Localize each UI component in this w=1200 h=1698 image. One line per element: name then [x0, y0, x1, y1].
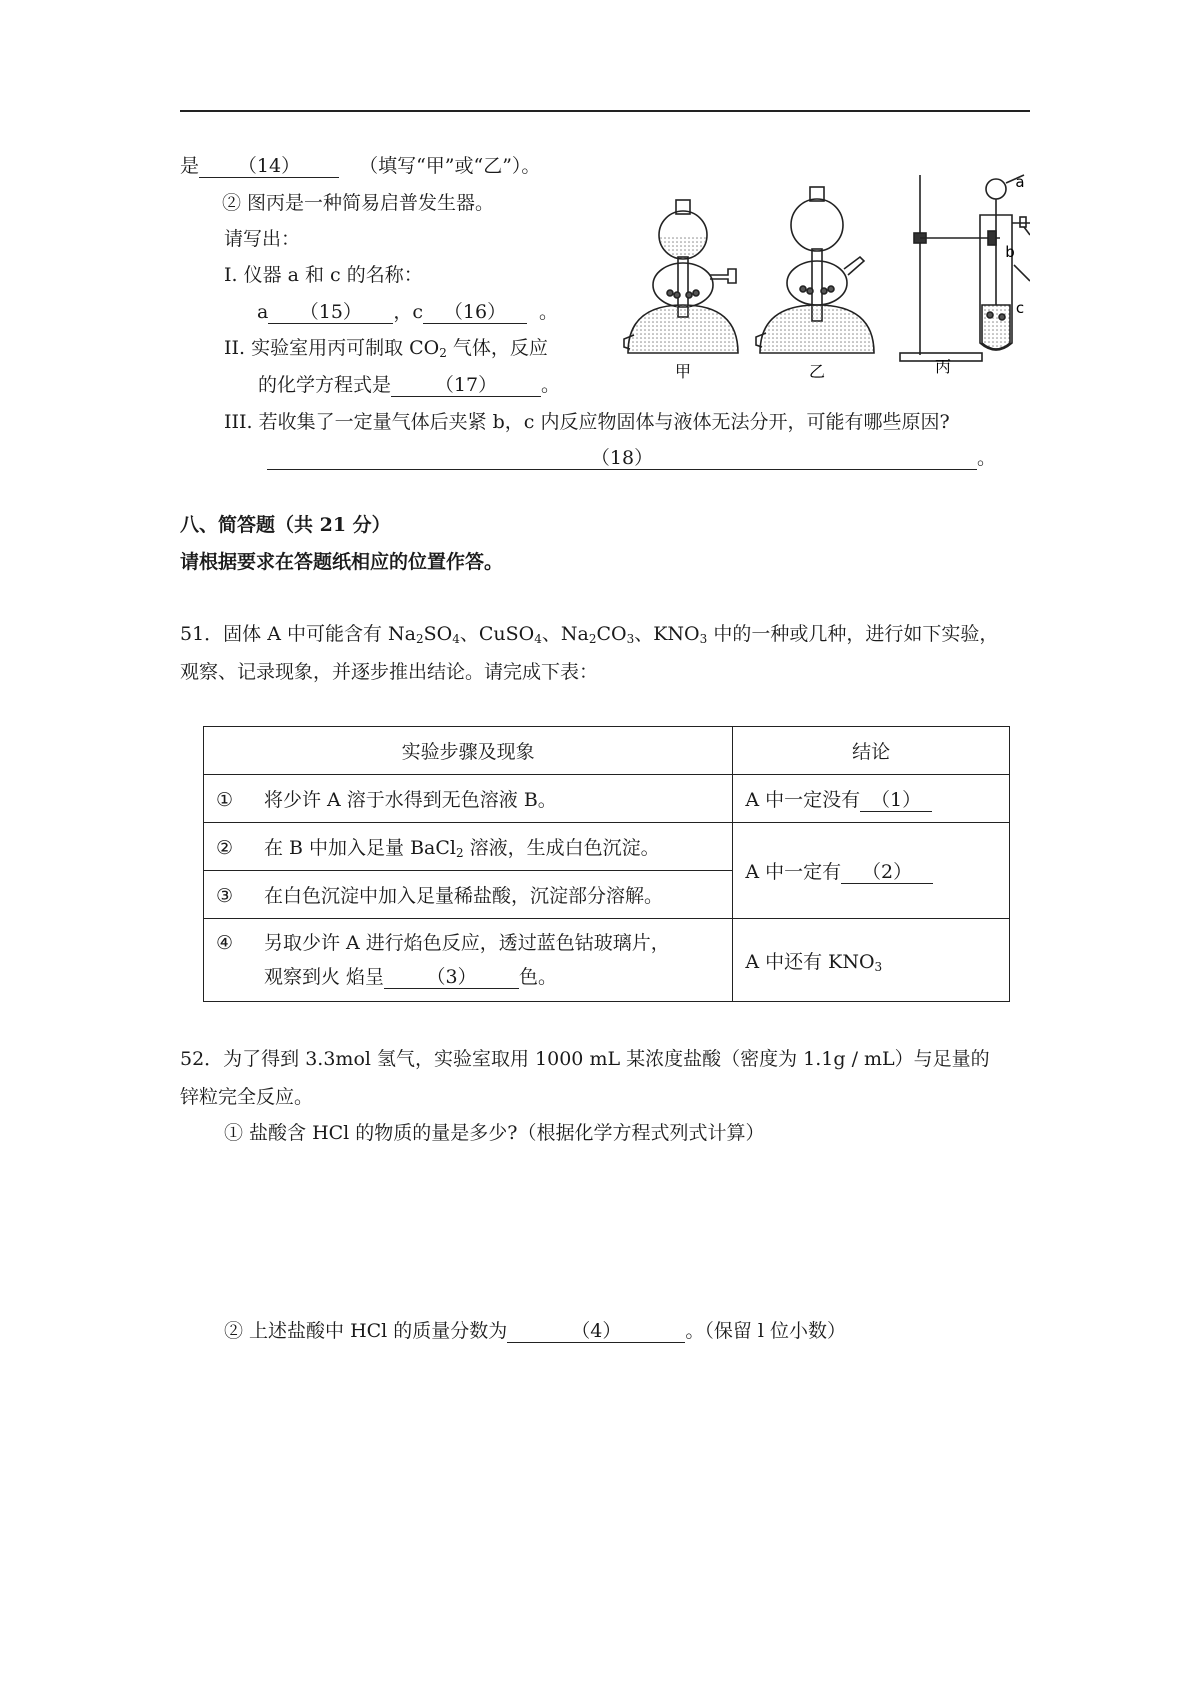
figure-label-yi: 乙: [808, 362, 826, 381]
q50-part-iii: III. 若收集了一定量气体后夹紧 b，c 内反应物固体与液体无法分开，可能有哪些原因?: [224, 411, 950, 433]
answer-blank-14[interactable]: （14）: [199, 155, 339, 178]
figure-label-b: b: [1005, 243, 1015, 261]
step-3-cell: ③ 在白色沉淀中加入足量稀盐酸，沉淀部分溶解。: [204, 871, 733, 919]
q51-line2: 观察、记录现象，并逐步推出结论。请完成下表：: [180, 661, 599, 683]
table-row: [204, 775, 1010, 823]
apparatus-bing: [900, 175, 1030, 361]
table-row: [204, 823, 1010, 871]
step-4-cell: ④ 另取少许 A 进行焰色反应，透过蓝色钴玻璃片， 观察到火 焰呈 （3） 色。: [204, 919, 733, 1002]
figure-label-bing: 丙: [934, 357, 952, 376]
answer-blank-18[interactable]: （18）: [267, 447, 977, 470]
section-8-title: 八、简答题（共 21 分）: [180, 514, 391, 536]
answer-blank-16[interactable]: （16）: [423, 301, 527, 324]
figure-label-a: a: [1015, 173, 1025, 191]
q50-please-write: 请写出：: [224, 228, 301, 250]
answer-blank-2[interactable]: （2）: [841, 861, 933, 884]
section-8-instruction: 请根据要求在答题纸相应的位置作答。: [180, 551, 504, 573]
header-steps: 实验步骤及现象: [204, 727, 733, 775]
q50-part-ii-line2: 的化学方程式是 （17） 。: [258, 374, 561, 396]
q52-line1: 52．为了得到 3.3mol 氢气，实验室取用 1000 mL 某浓度盐酸（密度为 1.1g / mL）与足量的: [180, 1048, 990, 1070]
apparatus-jia: [624, 200, 738, 353]
answer-blank-4[interactable]: （4）: [507, 1320, 685, 1343]
table-header-row: [204, 727, 1010, 775]
header-rule: [180, 110, 1030, 112]
answer-blank-3[interactable]: （3）: [384, 966, 519, 989]
q50-item2: ② 图丙是一种简易启普发生器。: [222, 192, 495, 214]
q52-item2: ② 上述盐酸中 HCl 的质量分数为 （4） 。（保留 l 位小数）: [224, 1320, 846, 1342]
figure-label-c: c: [1015, 299, 1025, 317]
answer-blank-15[interactable]: （15）: [268, 301, 393, 324]
kipp-apparatus-figure: [620, 165, 1030, 385]
answer-blank-1[interactable]: （1）: [860, 789, 932, 812]
figure-label-jia: 甲: [674, 362, 692, 381]
header-conclusion: 结论: [733, 727, 1010, 775]
experiment-table: [203, 726, 1010, 1002]
conclusion-1-cell: A 中一定没有 （1）: [733, 775, 1010, 823]
apparatus-yi: [756, 187, 874, 353]
conclusion-2-cell: A 中一定有 （2）: [733, 823, 1010, 919]
answer-blank-17[interactable]: （17）: [391, 374, 541, 397]
q50-part-i-answers: a （15） ，c （16） 。: [257, 301, 559, 323]
step-1-cell: ① 将少许 A 溶于水得到无色溶液 B。: [204, 775, 733, 823]
conclusion-4-cell: A 中还有 $KNO_3$: [733, 919, 1010, 1002]
q50-part-i: I. 仪器 a 和 c 的名称：: [224, 264, 423, 286]
q50-line-top: 是 （14） （填写“甲”或“乙”）。: [180, 155, 541, 177]
step-2-cell: ② 在 B 中加入足量 BaCl$_2$ 溶液，生成白色沉淀。: [204, 823, 733, 871]
q50-part-ii-line1: II. 实验室用丙可制取 $CO_2$ 气体，反应: [224, 337, 548, 360]
q52-line2: 锌粒完全反应。: [180, 1086, 314, 1108]
q52-item1: ① 盐酸含 HCl 的物质的量是多少?（根据化学方程式列式计算）: [224, 1122, 765, 1144]
table-row: [204, 919, 1010, 1002]
q51-line1: 51．固体 A 中可能含有 $Na_2SO_4$、CuSO$_4$、$Na_2CO_3$、$KNO_3$ 中的一种或几种，进行如下实验，: [180, 623, 999, 646]
q50-part-iii-answer: （18） 。: [267, 446, 996, 470]
